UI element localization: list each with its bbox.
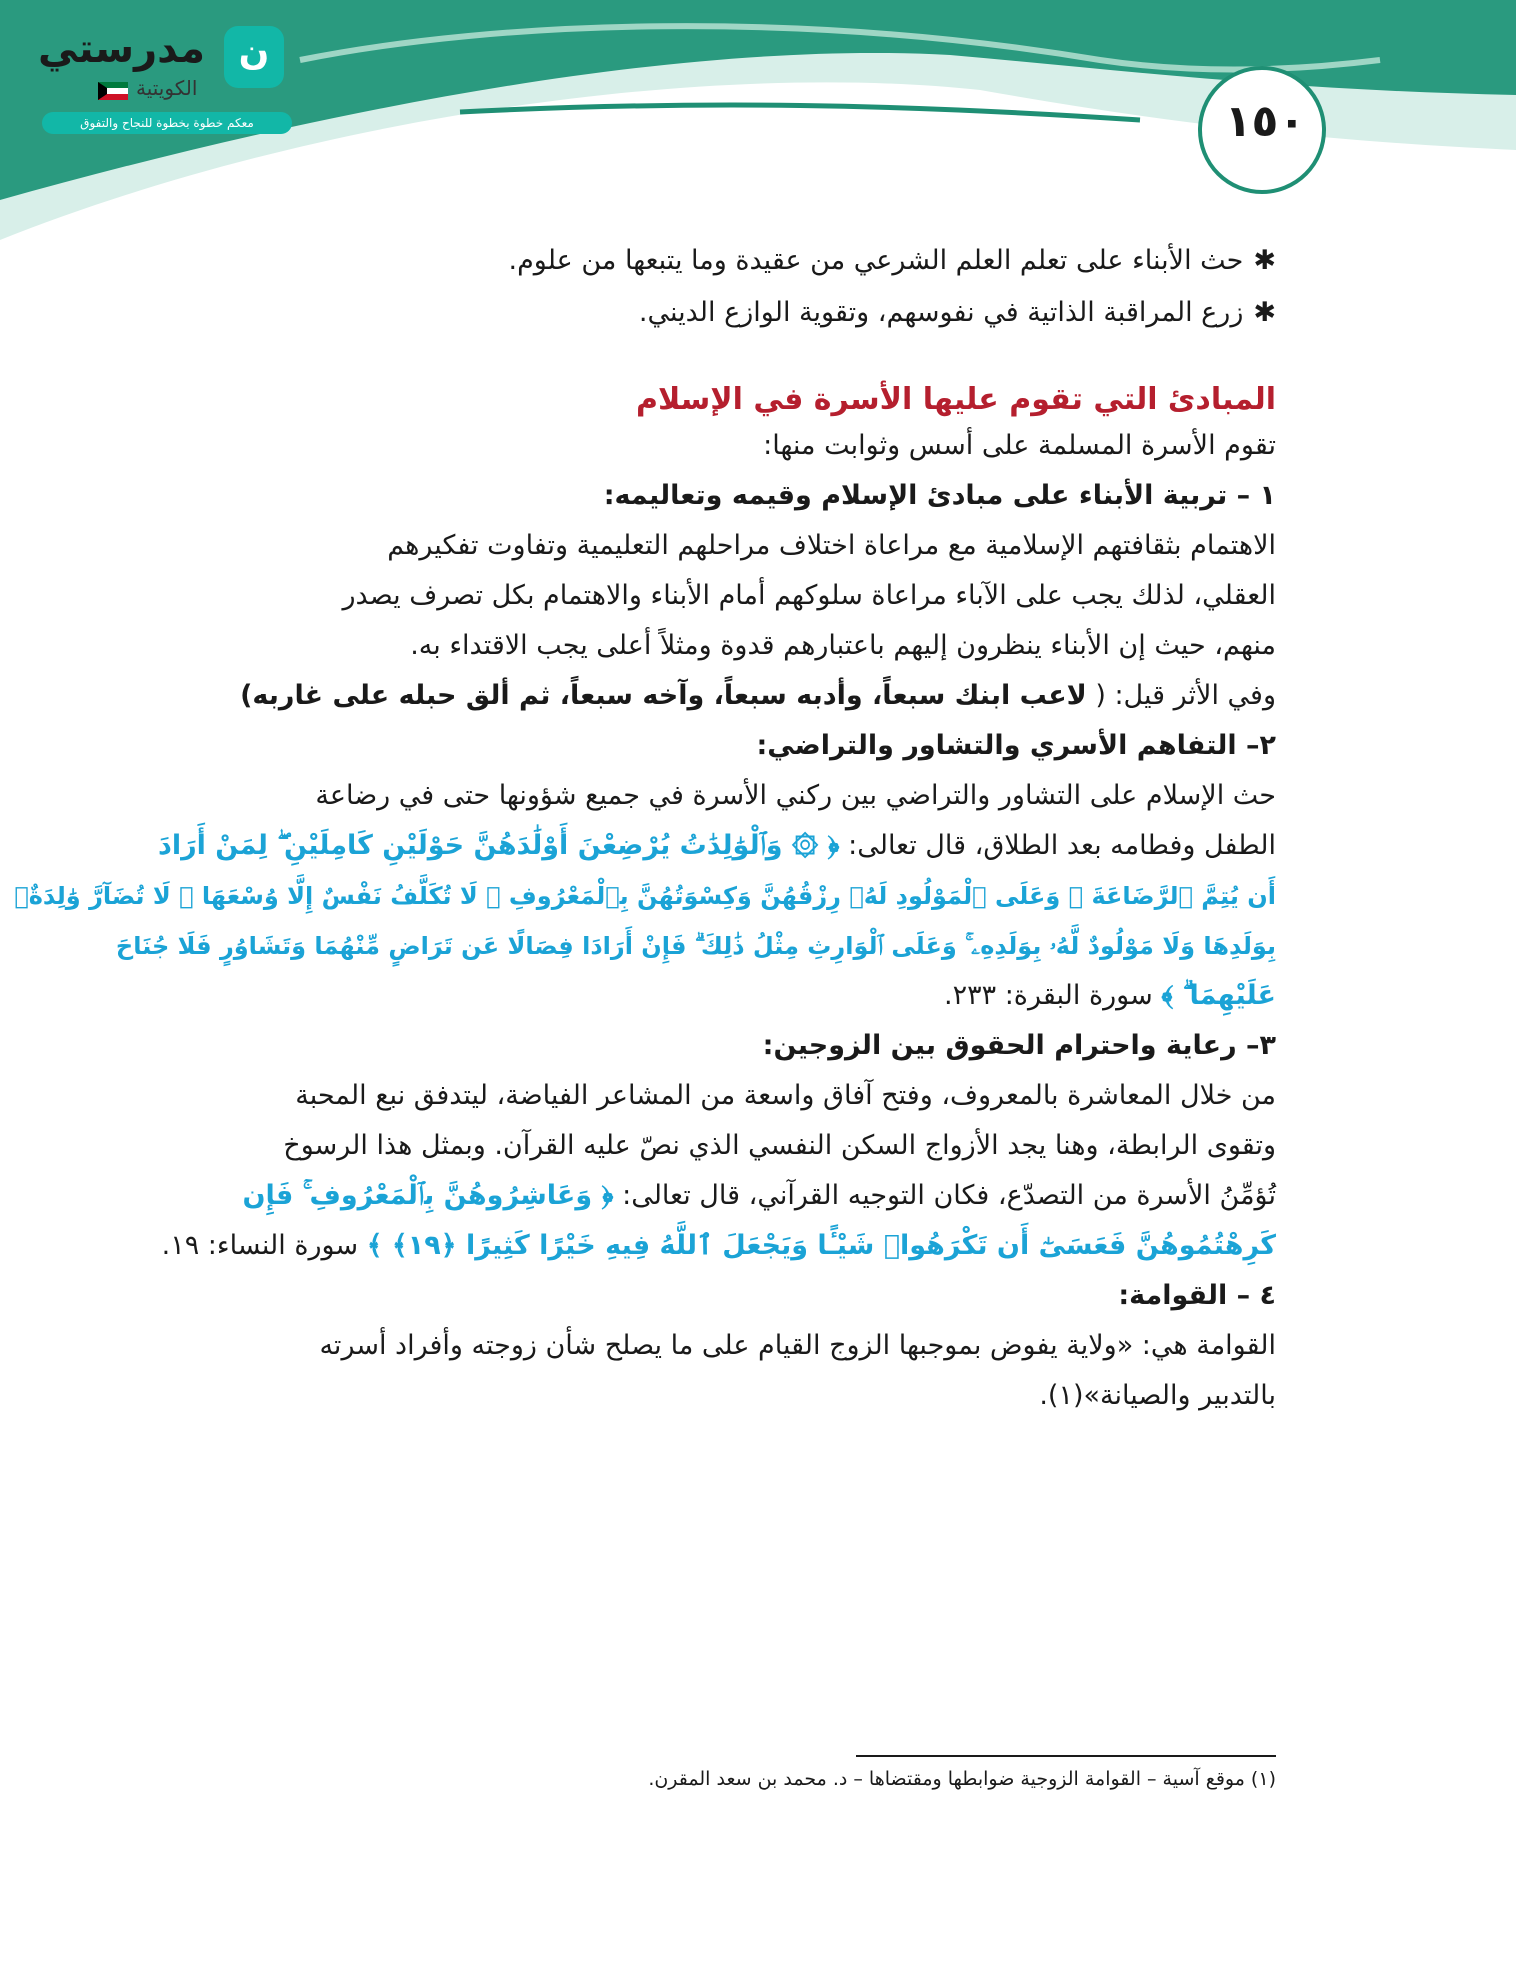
asterisk-icon: ✱ (1253, 297, 1276, 328)
page-number: ١٥٠ (1224, 96, 1306, 147)
footnote-divider (856, 1755, 1276, 1757)
quran-verse: بِوَلَدِهَا وَلَا مَوْلُودٌ لَّهُۥ بِوَلَدِهِۦ ۚ وَعَلَى ٱلْوَارِثِ مِثْلُ ذَٰلِكَ ۗ فَإِنْ أَرَادَا فِصَالًا عَن تَرَاضٍ مِّنْهُمَا وَتَشَاوُرٍ فَلَا جُنَاحَ (115, 932, 1276, 960)
principle-1-line: منهم، حيث إن الأبناء ينظرون إليهم باعتبارهم قدوة ومثلاً أعلى يجب الاقتداء به. (410, 630, 1276, 661)
principle-3-title: ٣– رعاية واحترام الحقوق بين الزوجين: (762, 1030, 1276, 1061)
principle-4-line: بالتدبير والصيانة»(١). (1039, 1380, 1276, 1411)
principle-3-line: وتقوى الرابطة، وهنا يجد الأزواج السكن النفسي الذي نصّ عليه القرآن. وبمثل هذا الرسوخ (283, 1130, 1276, 1161)
principle-3-line: من خلال المعاشرة بالمعروف، وفتح آفاق واسعة من المشاعر الفياضة، ليتدفق نبع المحبة (295, 1080, 1276, 1111)
surah-reference: سورة النساء: ١٩. (161, 1230, 359, 1261)
logo-tagline: معكم خطوة بخطوة للنجاح والتفوق (42, 112, 292, 134)
intro-text: تقوم الأسرة المسلمة على أسس وثوابت منها: (763, 430, 1276, 461)
quran-verse: ﴿ ۞ وَٱلْوَٰلِدَٰتُ يُرْضِعْنَ أَوْلَٰدَهُنَّ حَوْلَيْنِ كَامِلَيْنِ ۖ لِمَنْ أَرَادَ (157, 830, 840, 861)
surah-reference: سورة البقرة: ٢٣٣. (944, 980, 1153, 1011)
bullet-item: ✱زرع المراقبة الذاتية في نفوسهم، وتقوية الوازع الديني. (638, 297, 1276, 328)
principle-2-line: حث الإسلام على التشاور والتراضي بين ركني الأسرة في جميع شؤونها حتى في رضاعة (315, 780, 1276, 811)
quran-verse-end: كَرِهْتُمُوهُنَّ فَعَسَىٰٓ أَن تَكْرَهُوا۟ شَيْـًٔا وَيَجْعَلَ ٱللَّهُ فِيهِ خَيْرًا كَثِيرًا ﴿١٩﴾ ﴾ سورة النساء: ١٩. (161, 1230, 1276, 1261)
logo-country: الكويتية (136, 76, 198, 100)
principle-4-line: القوامة هي: «ولاية يفوض بموجبها الزوج القيام على ما يصلح شأن زوجته وأفراد أسرته (319, 1330, 1276, 1361)
athar-quote: لاعب ابنك سبعاً، وأدبه سبعاً، وآخه سبعاً، ثم ألق حبله على غاربه) (240, 680, 1087, 711)
logo-word: مدرستي (38, 26, 206, 72)
logo-badge-icon (224, 26, 284, 88)
principle-3-line: تُؤمِّنُ الأسرة من التصدّع، فكان التوجيه القرآني، قال تعالى: ﴿ وَعَاشِرُوهُنَّ بِٱلْمَعْرُوفِ ۚ فَإِن (242, 1180, 1276, 1211)
quran-verse-end: عَلَيْهِمَا ۗ ﴾ سورة البقرة: ٢٣٣. (944, 980, 1276, 1011)
athar-line: وفي الأثر قيل: ( لاعب ابنك سبعاً، وأدبه سبعاً، وآخه سبعاً، ثم ألق حبله على غاربه) (240, 680, 1276, 711)
kuwait-flag-icon (98, 82, 128, 100)
principle-2-title: ٢– التفاهم الأسري والتشاور والتراضي: (756, 730, 1276, 761)
quran-verse: ﴿ وَعَاشِرُوهُنَّ بِٱلْمَعْرُوفِ ۚ فَإِن (242, 1180, 614, 1211)
logo-badge-letter: ن (238, 32, 270, 73)
principle-2-line: الطفل وفطامه بعد الطلاق، قال تعالى: ﴿ ۞ وَٱلْوَٰلِدَٰتُ يُرْضِعْنَ أَوْلَٰدَهُنَّ حَوْلَيْنِ كَامِلَيْنِ ۖ لِمَنْ أَرَادَ (157, 830, 1276, 861)
quran-verse: أَن يُتِمَّ ٱلرَّضَاعَةَ ۚ وَعَلَى ٱلْمَوْلُودِ لَهُۥ رِزْقُهُنَّ وَكِسْوَتُهُنَّ بِٱلْمَعْرُوفِ ۚ لَا تُكَلَّفُ نَفْسٌ إِلَّا وُسْعَهَا ۚ لَا تُضَآرَّ وَٰلِدَةٌۢ (14, 882, 1276, 910)
section-title: المبادئ التي تقوم عليها الأسرة في الإسلام (636, 382, 1276, 417)
principle-1-line: الاهتمام بثقافتهم الإسلامية مع مراعاة اختلاف مراحلهم التعليمية وتفاوت تفكيرهم (387, 530, 1276, 561)
logo (28, 22, 270, 130)
principle-1-line: العقلي، لذلك يجب على الآباء مراعاة سلوكهم أمام الأبناء والاهتمام بكل تصرف يصدر (342, 580, 1276, 611)
page-content (14, 236, 1276, 1421)
bullet-item: ✱حث الأبناء على تعلم العلم الشرعي من عقيدة وما يتبعها من علوم. (508, 245, 1276, 276)
asterisk-icon: ✱ (1253, 245, 1276, 276)
footnote: (١) موقع آسية – القوامة الزوجية ضوابطها ومقتضاها – د. محمد بن سعد المقرن. (648, 1768, 1276, 1790)
principle-1-title: ١ – تربية الأبناء على مبادئ الإسلام وقيمه وتعاليمه: (603, 480, 1276, 511)
principle-4-title: ٤ – القوامة: (1118, 1280, 1276, 1311)
